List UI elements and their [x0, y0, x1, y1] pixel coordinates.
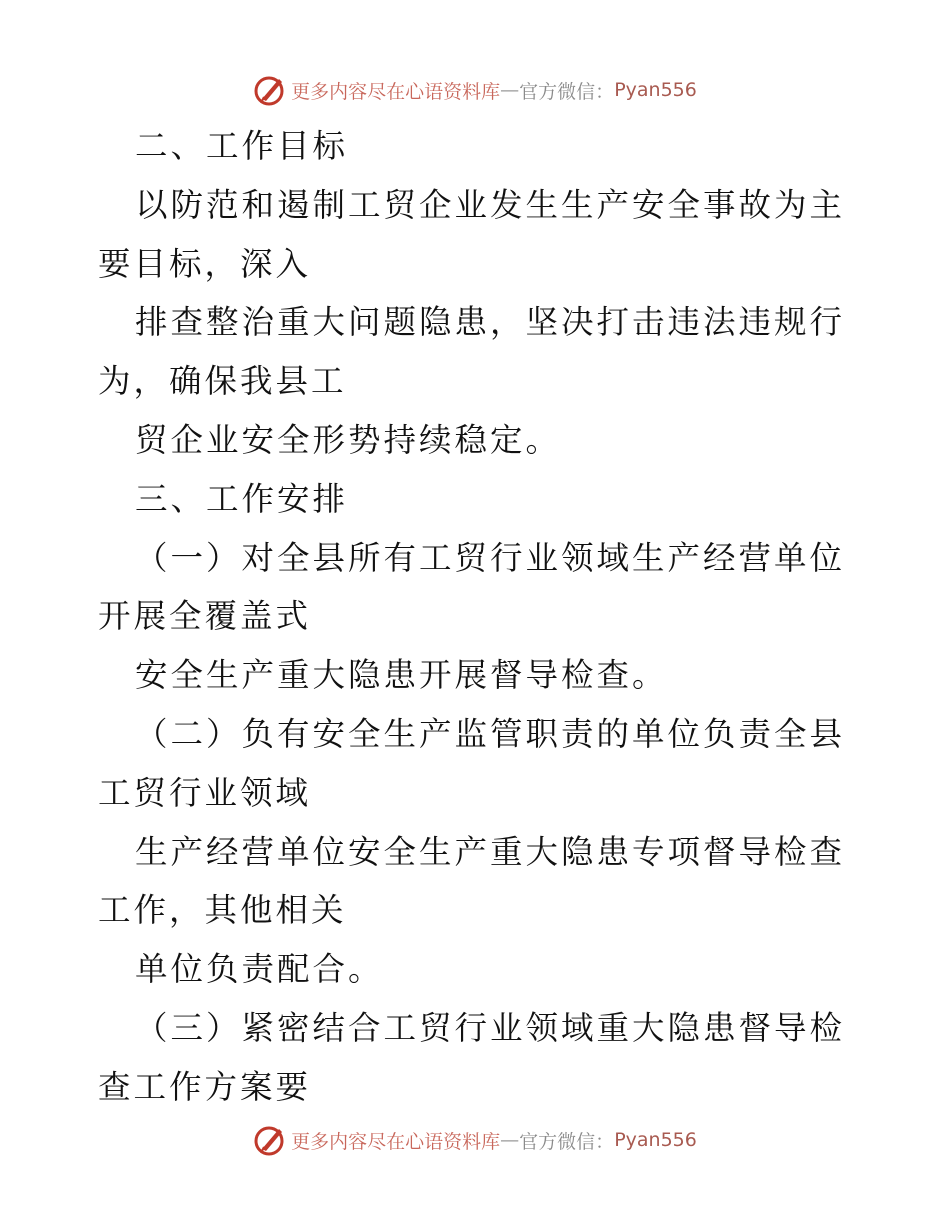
paragraph: （三）紧密结合工贸行业领域重大隐患督导检查工作方案要: [98, 1008, 846, 1106]
footer-watermark: [0, 1120, 950, 1160]
paragraph: 安全生产重大隐患开展督导检查。: [135, 656, 668, 695]
paragraph: （一）对全县所有工贸行业领域生产经营单位开展全覆盖式: [98, 538, 846, 636]
watermark-label: 官方微信：: [519, 80, 615, 103]
watermark-text: 更多内容尽在心语资料库: [291, 1130, 501, 1153]
watermark-label: 官方微信：: [519, 1130, 615, 1153]
paragraph: 单位负责配合。: [135, 950, 384, 989]
paragraph: 生产经营单位安全生产重大隐患专项督导检查工作，其他相关: [98, 832, 846, 930]
header-watermark: [0, 70, 950, 110]
watermark-separator: —: [500, 79, 520, 101]
watermark-text: 更多内容尽在心语资料库: [291, 80, 501, 103]
quill-logo-icon: [253, 1123, 287, 1157]
paragraph: 以防范和遏制工贸企业发生生产安全事故为主要目标，深入: [98, 185, 846, 283]
watermark-id: Pyan556: [614, 79, 697, 101]
paragraph: 二、工作目标: [135, 127, 349, 165]
paragraph: （二）负有安全生产监管职责的单位负责全县工贸行业领域: [98, 714, 846, 812]
quill-logo-icon: [253, 73, 287, 107]
paragraph: 贸企业安全形势持续稳定。: [135, 420, 562, 459]
paragraph: 排查整治重大问题隐患，坚决打击违法违规行为，确保我县工: [98, 303, 846, 401]
paragraph: 三、工作安排: [135, 479, 349, 518]
watermark-separator: —: [500, 1129, 520, 1151]
document-body: [98, 117, 858, 1117]
watermark-id: Pyan556: [614, 1129, 697, 1151]
